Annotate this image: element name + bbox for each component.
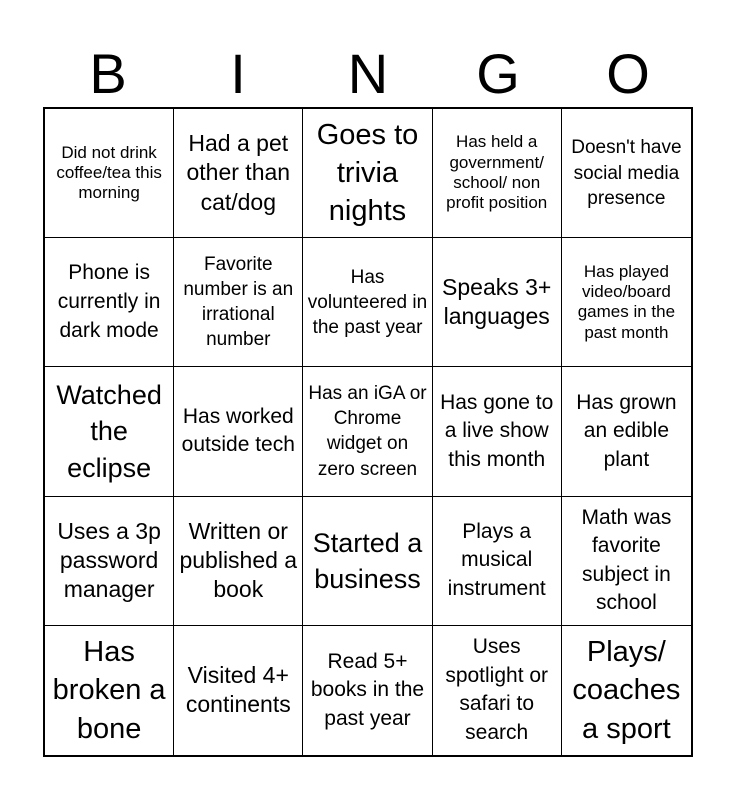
bingo-cell-r1c2[interactable]: Had a pet other than cat/dog — [174, 109, 303, 238]
bingo-cell-r1c5[interactable]: Doesn't have social media presence — [562, 109, 691, 238]
bingo-cell-r3c2[interactable]: Has worked outside tech — [174, 367, 303, 496]
bingo-cell-r4c1[interactable]: Uses a 3p password manager — [45, 497, 174, 626]
header-letter-b: B — [89, 42, 127, 105]
bingo-cell-r5c3[interactable]: Read 5+ books in the past year — [303, 626, 432, 755]
bingo-cell-r2c2[interactable]: Favorite number is an irrational number — [174, 238, 303, 367]
bingo-cell-r5c5[interactable]: Plays/ coaches a sport — [572, 635, 681, 745]
bingo-header — [43, 40, 693, 108]
bingo-cell-r2c3[interactable]: Has volunteered in the past year — [303, 238, 432, 367]
header-letter-n: N — [347, 42, 389, 105]
bingo-cell-r5c1[interactable]: Has broken a bone — [45, 626, 174, 755]
bingo-cell-r3c4[interactable]: Has gone to a live show this month — [433, 367, 562, 496]
bingo-cell-r2c1[interactable]: Phone is currently in dark mode — [45, 238, 174, 367]
bingo-cell-r3c3[interactable]: Has an iGA or Chrome widget on zero screen — [303, 367, 432, 496]
header-letter-g: G — [476, 42, 520, 105]
bingo-cell-r4c2[interactable]: Written or published a book — [174, 497, 303, 626]
bingo-cell-r5c2[interactable]: Visited 4+ continents — [174, 626, 303, 755]
bingo-cell-r3c1[interactable]: Watched the eclipse — [45, 367, 174, 496]
bingo-cell-r4c4[interactable]: Plays a musical instrument — [433, 497, 562, 626]
bingo-cell-r1c4[interactable]: Has held a government/ school/ non profit position — [433, 109, 562, 238]
header-letter-o: O — [606, 42, 650, 105]
bingo-cell-r5c4[interactable]: Uses spotlight or safari to search — [433, 626, 562, 755]
bingo-cell-r1c3[interactable]: Goes to trivia nights — [303, 109, 432, 238]
bingo-cell-r2c5[interactable]: Has played video/board games in the past month — [562, 238, 691, 367]
bingo-card — [43, 107, 693, 757]
header-letter-i: I — [230, 42, 246, 105]
bingo-cell-r4c3[interactable]: Started a business — [303, 497, 432, 626]
bingo-cell-r4c5[interactable]: Math was favorite subject in school — [562, 497, 691, 626]
bingo-cell-r2c4[interactable]: Speaks 3+ languages — [433, 238, 562, 367]
bingo-cell-r3c5[interactable]: Has grown an edible plant — [562, 367, 691, 496]
bingo-cell-r1c1[interactable]: Did not drink coffee/tea this morning — [45, 109, 174, 238]
